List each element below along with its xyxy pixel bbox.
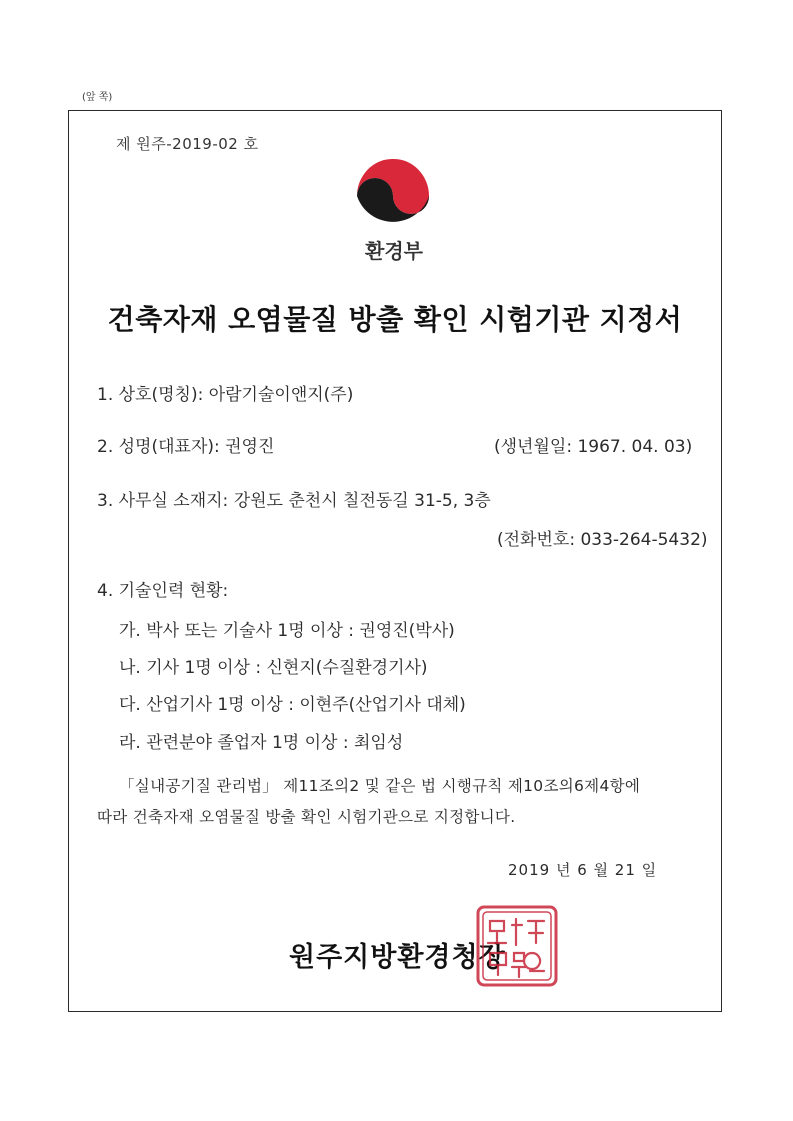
issue-date: 2019 년 6 월 21 일 (508, 861, 658, 879)
staff-graduate: 라. 관련분야 졸업자 1명 이상 : 최임성 (119, 733, 404, 753)
item-office-address: 3. 사무실 소재지: 강원도 춘천시 칠전동길 31-5, 3층 (97, 491, 491, 511)
staff-doctor: 가. 박사 또는 기술사 1명 이상 : 권영진(박사) (119, 621, 455, 641)
ministry-name: 환경부 (365, 239, 423, 263)
staff-industrial-engineer: 다. 산업기사 1명 이상 : 이현주(산업기사 대체) (119, 695, 466, 715)
page-side-note: (앞 쪽) (82, 92, 113, 103)
certificate-title: 건축자재 오염물질 방출 확인 시험기관 지정서 (107, 303, 683, 336)
document-number: 제 원주-2019-02 호 (116, 135, 259, 153)
ministry-emblem-icon (351, 154, 435, 238)
statement-line-1: 「실내공기질 관리법」 제11조의2 및 같은 법 시행규칙 제10조의6제4항에 (119, 777, 641, 795)
item-phone-number: (전화번호: 033-264-5432) (497, 530, 708, 550)
item-birth-date: (생년월일: 1967. 04. 03) (494, 437, 693, 457)
issuer-name: 원주지방환경청장 (289, 942, 506, 973)
item-technical-staff: 4. 기술인력 현황: (97, 581, 229, 601)
staff-engineer: 나. 기사 1명 이상 : 신현지(수질환경기사) (119, 658, 428, 678)
official-seal-icon (474, 903, 560, 989)
item-company-name: 1. 상호(명칭): 아람기술이앤지(주) (97, 385, 354, 405)
item-representative: 2. 성명(대표자): 권영진 (97, 437, 275, 457)
statement-line-2: 따라 건축자재 오염물질 방출 확인 시험기관으로 지정합니다. (97, 808, 516, 826)
